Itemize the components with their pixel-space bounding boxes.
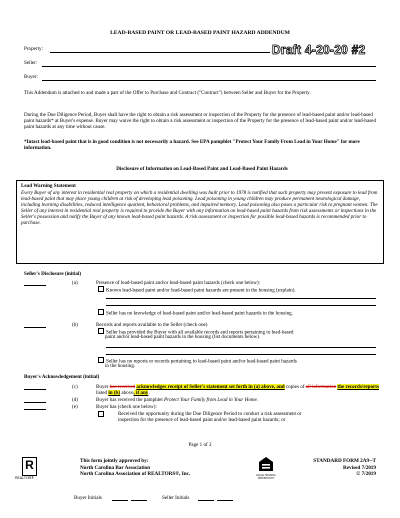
item-e-text: Buyer has (check one below): <box>96 404 157 410</box>
buyer-label: Buyer: <box>24 74 38 80</box>
buyer-initials-field-2[interactable] <box>131 500 147 501</box>
item-b-option-2-cont: in the housing. <box>105 363 136 369</box>
buyer-initials-field-1[interactable] <box>112 500 128 501</box>
option-label: Seller has provided the Buyer with all available records and reports pertaining to lead-based <box>106 329 294 336</box>
item-b-label: (b) <box>72 322 78 328</box>
item-a-text: Presence of lead-based paint and/or lead-based paint hazards (check one below): <box>96 280 261 286</box>
buyer-initials-label: Buyer Initials <box>74 495 102 501</box>
approved-by-line-3: North Carolina Association of REALTORS®, Inc. <box>80 471 191 477</box>
checkbox[interactable] <box>98 357 104 363</box>
buyer-initial-c[interactable] <box>24 389 46 390</box>
approved-by-line-1: This form jointly approved by: <box>80 458 149 464</box>
due-diligence-paragraph: During the Due Diligence Period, Buyer shall have the right to obtain a risk assessment or inspection of the Property for the presence of lead-based paint and/or lead-based paint hazards* at Buyer's expense. Buyer may waive the right to obtain a risk assessment or inspection of the Property for the presence of lead-based paint and/or lead-based paint hazards at any time without cause. <box>24 112 376 131</box>
item-a-option-2[interactable] <box>98 309 388 317</box>
note-paragraph: *Intact lead-based paint that is in good condition is not necessarily a hazard. See EPA pamphlet "Protect Your Family From Lead in Your Home" for more information. <box>24 139 360 152</box>
buyer-initial-d[interactable] <box>24 402 46 403</box>
item-b-text: Records and reports available to the Seller (check one) <box>96 322 208 328</box>
seller-initials-field-2[interactable] <box>217 500 233 501</box>
seller-initials-label: Seller Initials <box>162 495 190 501</box>
form-number: STANDARD FORM 2A9--T <box>313 458 376 464</box>
item-a-option-1[interactable] <box>98 286 388 294</box>
seller-label: Seller: <box>24 60 38 66</box>
item-e-checkbox[interactable] <box>98 411 106 419</box>
buyer-ack-heading: Buyer's Acknowledgement (initial) <box>24 374 100 380</box>
disclosure-heading: Disclosure of Information on Lead-Based Paint and Lead-Based Paint Hazards <box>116 166 288 172</box>
lead-warning-box <box>16 180 384 264</box>
equal-housing-text: EQUAL HOUSING OPPORTUNITY <box>256 475 276 480</box>
seller-initials-field-1[interactable] <box>198 500 214 501</box>
documents-line-1[interactable] <box>106 347 376 348</box>
warning-heading: Lead Warning Statement <box>21 183 76 189</box>
property-field[interactable] <box>50 52 270 53</box>
checkbox[interactable] <box>98 309 104 315</box>
property-label: Property: <box>24 46 43 52</box>
item-e-option-1-cont: inspection for the presence of lead-based paint and/or lead-based paint hazards; or <box>118 417 286 423</box>
draft-stamp: Draft 4-20-20 #2 <box>272 42 366 57</box>
item-c-text: Buyer has received acknowledges receipt of Seller's statement set forth in (a) above, and copies of all information the records/reports listed in (b) above, if any. <box>96 384 379 397</box>
item-b-option-1-cont: paint and/or lead-based paint hazards in the housing (list documents below). <box>105 334 261 340</box>
seller-initial-b[interactable] <box>24 327 46 328</box>
seller-disclosure-heading: Seller's Disclosure (initial) <box>24 271 82 277</box>
item-d-label: (d) <box>72 397 78 403</box>
realtor-logo-text: REALTOR® <box>15 476 34 480</box>
seller-initial-a[interactable] <box>24 285 46 286</box>
explain-line-2[interactable] <box>106 305 376 306</box>
item-d-text: Buyer has received the pamphlet Protect Your Family from Lead in Your Home. <box>96 397 259 403</box>
buyer-initial-e[interactable] <box>24 409 46 410</box>
realtor-logo-icon <box>22 457 37 476</box>
intro-paragraph: This Addendum is attached to and made a part of the Offer to Purchase and Contract ("Contract") between Seller and Buyer for the Property. <box>24 90 311 96</box>
option-label: Seller has no reports or records pertaining to lead-based paint and/or lead-based paint hazards <box>106 358 297 365</box>
svg-text:R: R <box>25 458 34 472</box>
explain-line-1[interactable] <box>106 298 376 299</box>
form-revised: Revised 7/2019 <box>343 464 376 471</box>
checkbox[interactable] <box>98 286 104 292</box>
checkbox[interactable] <box>98 328 104 334</box>
page-title: LEAD-BASED PAINT OR LEAD-BASED PAINT HAZARD ADDENDUM <box>110 30 290 36</box>
approved-by-line-2: North Carolina Bar Association <box>80 464 150 471</box>
buyer-field[interactable] <box>42 80 376 81</box>
documents-line-2[interactable] <box>106 354 376 355</box>
item-e-label: (e) <box>72 404 78 410</box>
item-e-option-1: Received the opportunity during the Due Diligence Period to conduct a risk assessment or <box>118 411 302 417</box>
form-copyright: © 7/2019 <box>356 471 376 477</box>
option-label: Known lead-based paint and/or lead-based paint hazards are present in the housing (explain). <box>106 287 296 294</box>
warning-body: Every Buyer of any interest in residential real property on which a residential dwelling was built prior to 1978 is notified that such property may present exposure to lead from lead-based paint that may place young children at risk of developing lead poisoning. Lead poisoning in young children may produce permanent neurological damage, including learning disabilities, reduced intelligence quotient, behavioral problems, and impaired memory. Lead poisoning also poses a particular risk to pregnant women. The Seller of any interest in residential real property is required to provide the Buyer with any information on lead-based paint hazards from risk assessments or inspections in the Seller's possession and notify the Buyer of any known lead-based paint hazards. A risk assessment or inspection for possible lead-based hazards is recommended prior to purchase. <box>21 189 378 227</box>
seller-field[interactable] <box>42 66 376 67</box>
option-label: Seller has no knowledge of lead-based paint and/or lead-based paint hazards in the housing. <box>106 310 293 317</box>
item-a-label: (a) <box>72 280 78 286</box>
page-number: Page 1 of 2 <box>188 442 212 448</box>
checkbox[interactable] <box>98 411 104 417</box>
item-c-label: (c) <box>72 384 78 390</box>
